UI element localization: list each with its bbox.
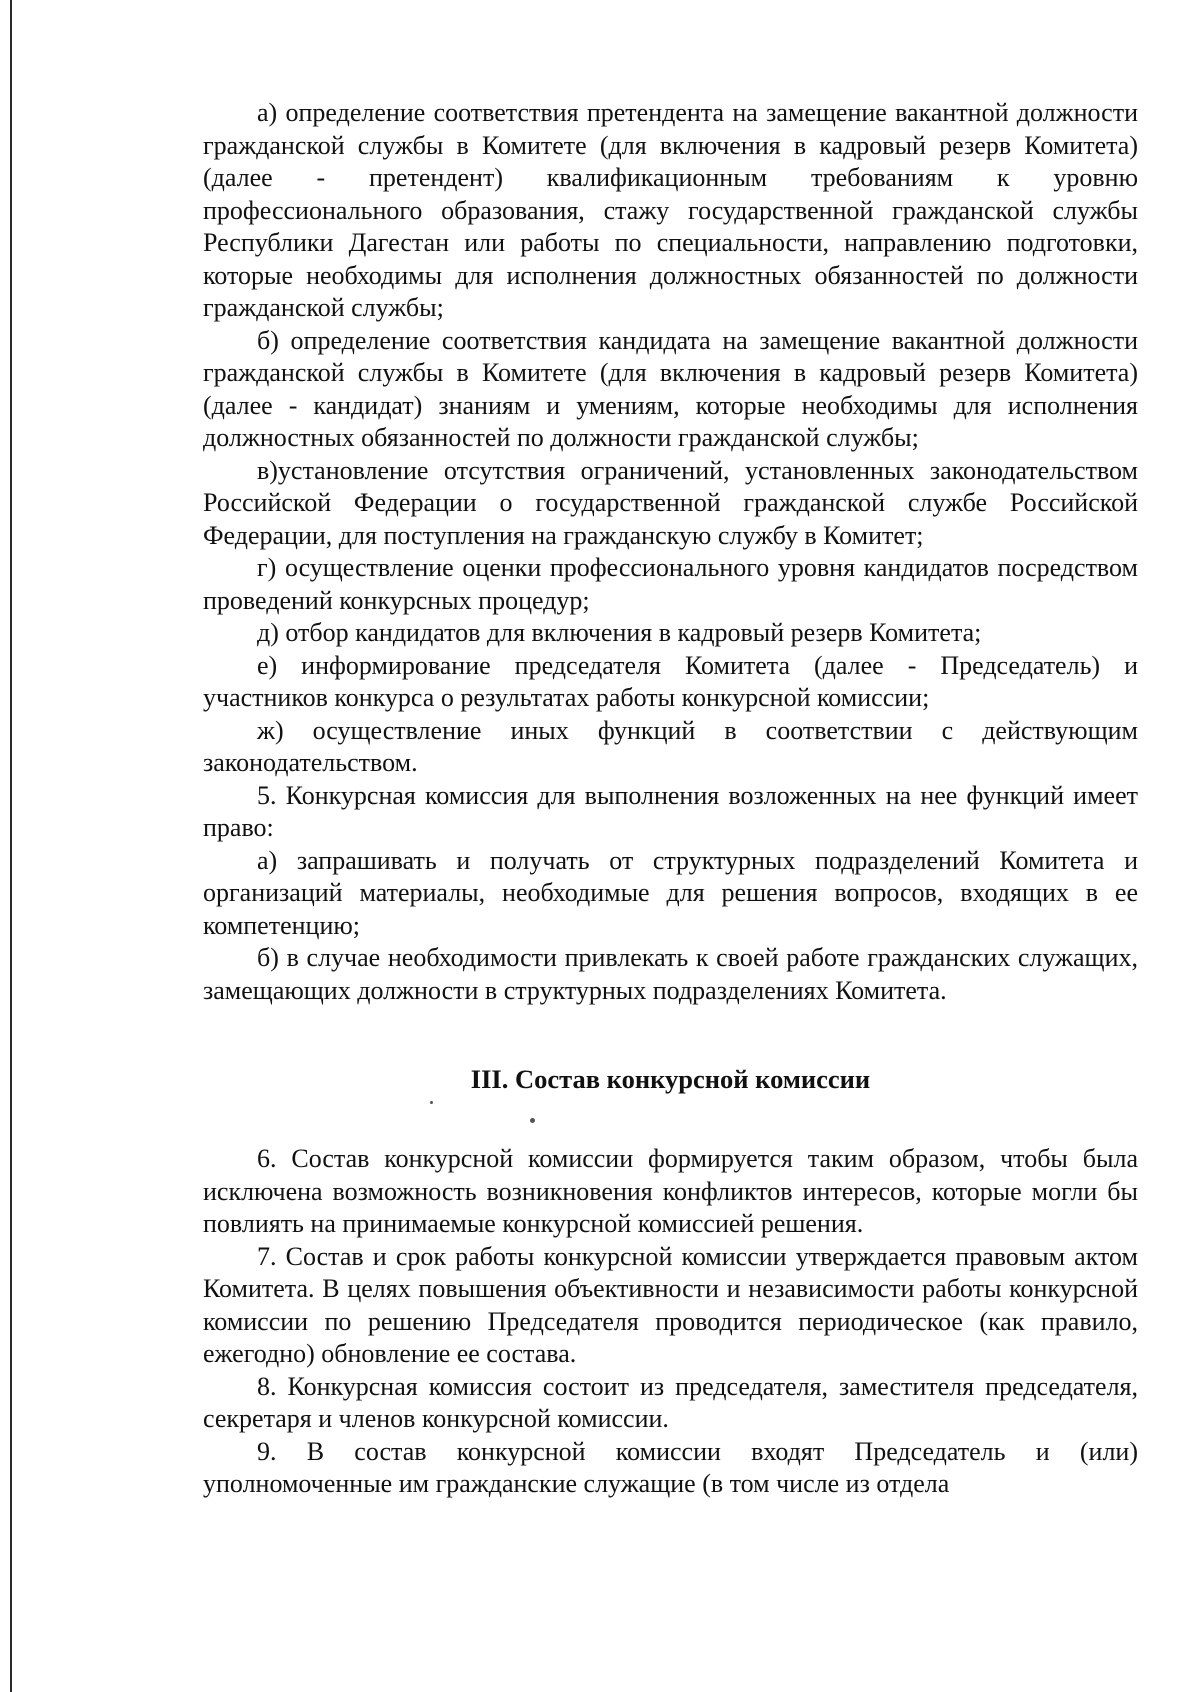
paragraph-d: д) отбор кандидатов для включения в кадровый резерв Комитета;: [257, 618, 982, 647]
paragraph-5a: а) запрашивать и получать от структурных подразделений Комитета и организаций материалы, необходимые для решения вопросов, входящих в ее компетенцию;: [203, 845, 1138, 940]
paragraph-v: в)установление отсутствия ограничений, установленных законодательством Российской Федерации о государственной гражданской службе Российской Федерации, для поступления на гражданскую службу в Комитет;: [203, 455, 1138, 550]
paragraph-item-7: 7. Состав и срок работы конкурсной комиссии утверждается правовым актом Комитета. В целях повышения объективности и независимости работы конкурсной комиссии по решению Председателя проводится периодическое (как правило, ежегодно) обновление ее состава.: [203, 1241, 1138, 1368]
scan-page-edge: [10, 0, 12, 1692]
section-heading: III. Состав конкурсной комиссии: [470, 1064, 871, 1094]
paragraph-e: е) информирование председателя Комитета (далее - Председатель) и участников конкурса о результатах работы конкурсной комиссии;: [203, 650, 1138, 712]
paragraph-item-5: 5. Конкурсная комиссия для выполнения возложенных на нее функций имеет право:: [203, 780, 1138, 842]
paragraph-item-9: 9. В состав конкурсной комиссии входят Председатель и (или) уполномоченные им гражданские служащие (в том числе из отдела: [203, 1436, 1138, 1498]
paragraph-a: а) определение соответствия претендента на замещение вакантной должности гражданской службы в Комитете (для включения в кадровый резерв Комитета) (далее - претендент) квалификационным требованиям к уровню профессионального образования, стажу государственной гражданской службы Республики Дагестан или работы по специальности, направлению подготовки, которые необходимы для исполнения должностных обязанностей по должности гражданской службы;: [203, 98, 1138, 322]
paragraph-item-8: 8. Конкурсная комиссия состоит из председателя, заместителя председателя, секретаря и членов конкурсной комиссии.: [203, 1371, 1138, 1433]
paragraph-item-6: 6. Состав конкурсной комиссии формируется таким образом, чтобы была исключена возможность возникновения конфликтов интересов, которые могли бы повлиять на принимаемые конкурсной комиссией решения.: [203, 1144, 1138, 1238]
paragraph-5b: б) в случае необходимости привлекать к своей работе гражданских служащих, замещающих должности в структурных подразделениях Комитета.: [203, 943, 1138, 1005]
paragraph-b: б) определение соответствия кандидата на замещение вакантной должности гражданской службы в Комитете (для включения в кадровый резерв Комитета) (далее - кандидат) знаниям и умениям, которые необходимы для исполнения должностных обязанностей по должности гражданской службы;: [203, 325, 1138, 452]
document-body: [203, 97, 1138, 1501]
paragraph-zh: ж) осуществление иных функций в соответствии с действующим законодательством.: [203, 715, 1138, 777]
paragraph-g: г) осуществление оценки профессионального уровня кандидатов посредством проведений конкурсных процедур;: [203, 553, 1138, 615]
